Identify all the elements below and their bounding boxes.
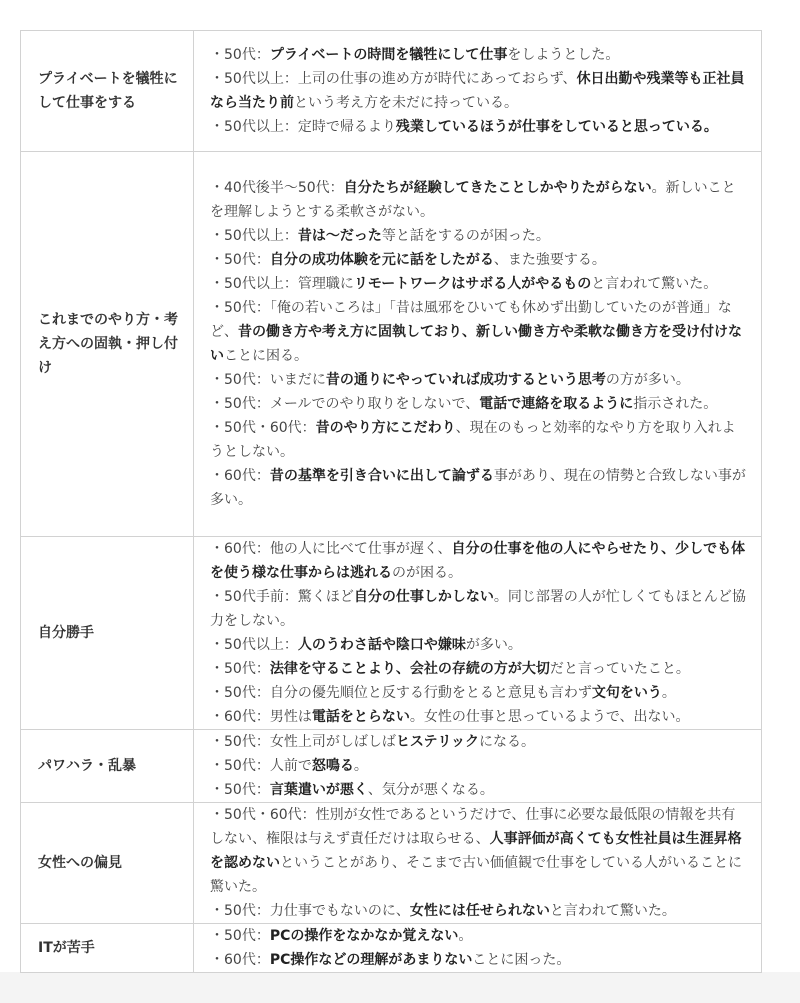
comment-emphasis: 女性には任せられない <box>409 903 550 919</box>
comment-text: 等と話をするのが困った。 <box>381 228 550 244</box>
comment-emphasis: 自分の仕事を他の人にやらせたり、少しでも体を使う様な仕事からは逃れる <box>210 541 746 581</box>
comment-text: ・50代： <box>210 782 270 798</box>
comment-text: が多い。 <box>465 637 522 653</box>
category-label: 自分勝手 <box>21 537 194 730</box>
comment-text: ことに困る。 <box>224 348 308 364</box>
table-row <box>21 924 762 973</box>
comment-emphasis: 法律を守ることより、会社の存続の方が大切 <box>269 661 550 677</box>
comment-line <box>210 43 747 67</box>
comment-text: ・50代以上： <box>210 637 298 653</box>
comment-text: ・60代：他の人に比べて仕事が遅く、 <box>210 541 452 557</box>
comment-text: ・40代後半〜50代： <box>210 180 344 196</box>
comment-line <box>210 176 747 224</box>
comment-line <box>210 392 747 416</box>
comment-text: ・50代： <box>210 252 270 268</box>
table-row <box>21 537 762 730</box>
comment-text: 、現在のもっと効率的なやり方を取り入れようとしない。 <box>210 420 736 460</box>
comment-text: ・50代：女性上司がしばしば <box>210 734 396 750</box>
comment-text: ・60代：男性は <box>210 709 312 725</box>
category-label: パワハラ・乱暴 <box>21 730 194 803</box>
comment-text: 。新しいことを理解しようとする柔軟さがない。 <box>210 180 736 220</box>
comment-line <box>210 67 747 115</box>
comment-emphasis: 文句をいう <box>591 685 662 701</box>
comment-text: ・50代・60代：性別が女性であるというだけで、仕事に必要な最低限の情報を共有しない、権限は与えず責任だけは取らせる、 <box>210 807 736 847</box>
comment-emphasis: 休日出勤や残業等も正社員なら当たり前 <box>210 71 745 111</box>
table-row <box>21 31 762 152</box>
comment-text: 。 <box>353 758 368 774</box>
table-row <box>21 803 762 924</box>
comment-line <box>210 730 747 754</box>
comment-emphasis: 自分の成功体験を元に話をしたがる <box>269 252 494 268</box>
category-label: 女性への偏見 <box>21 803 194 924</box>
comment-text: ・50代・60代： <box>210 420 316 436</box>
comment-text: ・50代以上：管理職に <box>210 276 354 292</box>
comment-line <box>210 368 747 392</box>
comment-line <box>210 272 747 296</box>
comment-text: ことに困った。 <box>472 952 571 968</box>
table-body <box>21 31 762 973</box>
category-label: これまでのやり方・考え方への固執・押し付け <box>21 152 194 537</box>
comment-emphasis: 人事評価が高くても女性社員は生涯昇格を認めない <box>210 831 742 871</box>
comment-text: ・50代以上： <box>210 228 298 244</box>
comment-line <box>210 705 747 729</box>
comment-text: 事があり、現在の情勢と合致しない事が多い。 <box>210 468 746 508</box>
comment-text: ・60代： <box>210 952 270 968</box>
table-row <box>21 730 762 803</box>
comment-emphasis: PC操作などの理解があまりない <box>269 952 473 968</box>
comments-cell <box>194 31 762 152</box>
comment-line <box>210 115 747 139</box>
comment-text: 、気分が悪くなる。 <box>367 782 494 798</box>
comment-emphasis: 昔の働き方や考え方に固執しており、新しい働き方や柔軟な働き方を受け付けない <box>210 324 742 364</box>
comment-emphasis: PCの操作をなかなか覚えない <box>269 928 459 944</box>
comments-cell <box>194 537 762 730</box>
comment-emphasis: 昔のやり方にこだわり <box>315 420 456 436</box>
comment-emphasis: 昔の通りにやっていれば成功するという思考 <box>325 372 606 388</box>
comment-emphasis: プライベートの時間を犠牲にして仕事 <box>269 47 508 63</box>
comment-emphasis: 怒鳴る <box>311 758 354 774</box>
comment-text: の方が多い。 <box>605 372 690 388</box>
comment-text: ・50代：「俺の若いころは」「昔は風邪をひいても休めず出勤していたのが普通」など、 <box>210 300 732 340</box>
comment-text: と言われて驚いた。 <box>591 276 718 292</box>
comment-line <box>210 585 747 633</box>
comment-text: だと言っていたこと。 <box>549 661 690 677</box>
comment-line <box>210 803 747 899</box>
comment-text: と言われて驚いた。 <box>549 903 676 919</box>
comment-text: 。女性の仕事と思っているようで、出ない。 <box>409 709 690 725</box>
comment-text: ・50代手前：驚くほど <box>210 589 354 605</box>
comment-text: ・50代以上：上司の仕事の進め方が時代にあっておらず、 <box>210 71 577 87</box>
comment-line <box>210 633 747 657</box>
comment-line <box>210 899 747 923</box>
comment-line <box>210 224 747 248</box>
comment-line <box>210 778 747 802</box>
comment-text: ということがあり、そこまで古い価値観で仕事をしている人がいることに驚いた。 <box>210 855 742 895</box>
comment-emphasis: ヒステリック <box>395 734 479 750</box>
comment-text: のが困る。 <box>392 565 462 581</box>
comment-text: をしようとした。 <box>507 47 620 63</box>
comment-text: ・50代：人前で <box>210 758 312 774</box>
comment-line <box>210 537 747 585</box>
comment-emphasis: 残業しているほうが仕事をしていると思っている。 <box>395 119 718 135</box>
comment-line <box>210 924 747 948</box>
comment-line <box>210 681 747 705</box>
comment-line <box>210 296 747 368</box>
comment-emphasis: 人のうわさ話や陰口や嫌味 <box>297 637 466 653</box>
table-row <box>21 152 762 537</box>
comment-text: 。 <box>661 685 676 701</box>
comment-text: 、また強要する。 <box>493 252 606 268</box>
comment-text: ・50代：メールでのやり取りをしないで、 <box>210 396 480 412</box>
comment-text: ・50代以上：定時で帰るより <box>210 119 396 135</box>
comments-cell <box>194 803 762 924</box>
comment-line <box>210 416 747 464</box>
comment-emphasis: 言葉遣いが悪く <box>269 782 368 798</box>
comment-line <box>210 464 747 512</box>
comment-line <box>210 948 747 972</box>
comment-text: という考え方を未だに持っている。 <box>294 95 518 111</box>
comment-text: ・50代：自分の優先順位と反する行動をとると意見も言わず <box>210 685 592 701</box>
comments-cell <box>194 924 762 973</box>
comment-text: 。 <box>458 928 473 944</box>
comment-text: ・50代：いまだに <box>210 372 326 388</box>
comment-line <box>210 248 747 272</box>
comment-line <box>210 754 747 778</box>
comment-text: ・50代： <box>210 928 270 944</box>
comment-text: 。同じ部署の人が忙しくてもほとんど協力をしない。 <box>210 589 746 629</box>
category-label: ITが苦手 <box>21 924 194 973</box>
comment-text: ・50代： <box>210 47 270 63</box>
comment-emphasis: 昔の基準を引き合いに出して論ずる <box>269 468 494 484</box>
comment-text: ・60代： <box>210 468 270 484</box>
comment-text: ・50代： <box>210 661 270 677</box>
comment-emphasis: リモートワークはサボる人がやるもの <box>353 276 592 292</box>
comments-cell <box>194 152 762 537</box>
category-label: プライベートを犠牲にして仕事をする <box>21 31 194 152</box>
comment-emphasis: 自分たちが経験してきたことしかやりたがらない <box>343 180 652 196</box>
comment-text: ・50代：力仕事でもないのに、 <box>210 903 410 919</box>
comments-cell <box>194 730 762 803</box>
comment-line <box>210 657 747 681</box>
comment-text: 指示された。 <box>633 396 718 412</box>
comment-emphasis: 昔は〜だった <box>297 228 382 244</box>
comment-emphasis: 自分の仕事しかしない <box>353 589 494 605</box>
comment-emphasis: 電話で連絡を取るように <box>479 396 634 412</box>
survey-comments-table <box>20 30 762 973</box>
comment-emphasis: 電話をとらない <box>311 709 410 725</box>
comment-text: になる。 <box>479 734 535 750</box>
